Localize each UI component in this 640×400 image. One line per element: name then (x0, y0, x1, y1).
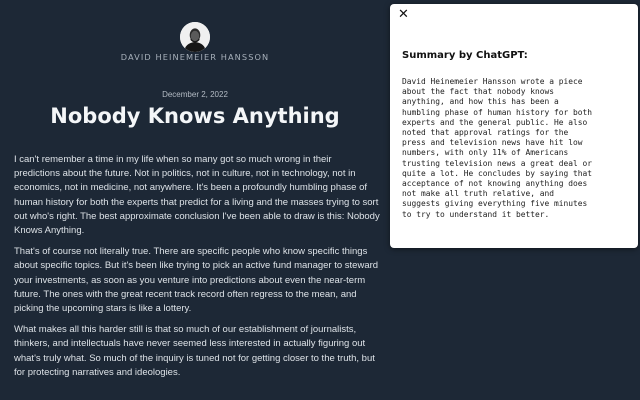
author-avatar[interactable] (180, 22, 210, 52)
post-body (14, 153, 380, 387)
post-paragraph: What makes all this harder still is that so much of our establishment of journalists, thinkers, and intellectuals have never seemed less interested in actually figuring out what's truly what. So much of the inquiry is tuned not for getting closer to the truth, but for protecting narratives and ideologies. (14, 324, 375, 378)
summary-text: David Heinemeier Hansson wrote a piece about the fact that nobody knows anything, and how this has been a humbling phase of human history for both experts and the general public. He also noted that approval ratings for the press and television news have hit low numbers, with only 11% of Americans trusting television news a great deal or quite a lot. He concludes by saying that acceptance of not knowing anything does not make all truth relative, and suggests giving everything five minutes to try to understand it better. (402, 77, 593, 219)
summary-title: Summary by ChatGPT: (402, 50, 528, 61)
post-paragraph: That's of course not literally true. There are specific people who know specific things about specific topics. But it's been like trying to pick an active fund manager to steward your investments, as soon as you venture into predictions about even the near-term future. The ones with the great recent track record often regress to the mean, and picking the upcoming stars is like a lottery. (14, 246, 379, 315)
close-icon[interactable]: ✕ (398, 7, 409, 22)
post-title: Nobody Knows Anything (50, 104, 340, 128)
chatgpt-summary-panel (390, 4, 638, 248)
post-paragraph: I can't remember a time in my life when so many got so much wrong in their predictions about the future. Not in politics, not in culture, not in technology, not in economics, not in medicine, not anywhere. It's been a profoundly humbling phase of human history for both the experts that predict for a living and the masses trying to sort out who's right. The best approximate conclusion I've been able to draw is this: Nobody Knows Anything. (14, 154, 380, 237)
site-author-name[interactable]: DAVID HEINEMEIER HANSSON (120, 52, 270, 62)
post-date: December 2, 2022 (162, 90, 228, 99)
